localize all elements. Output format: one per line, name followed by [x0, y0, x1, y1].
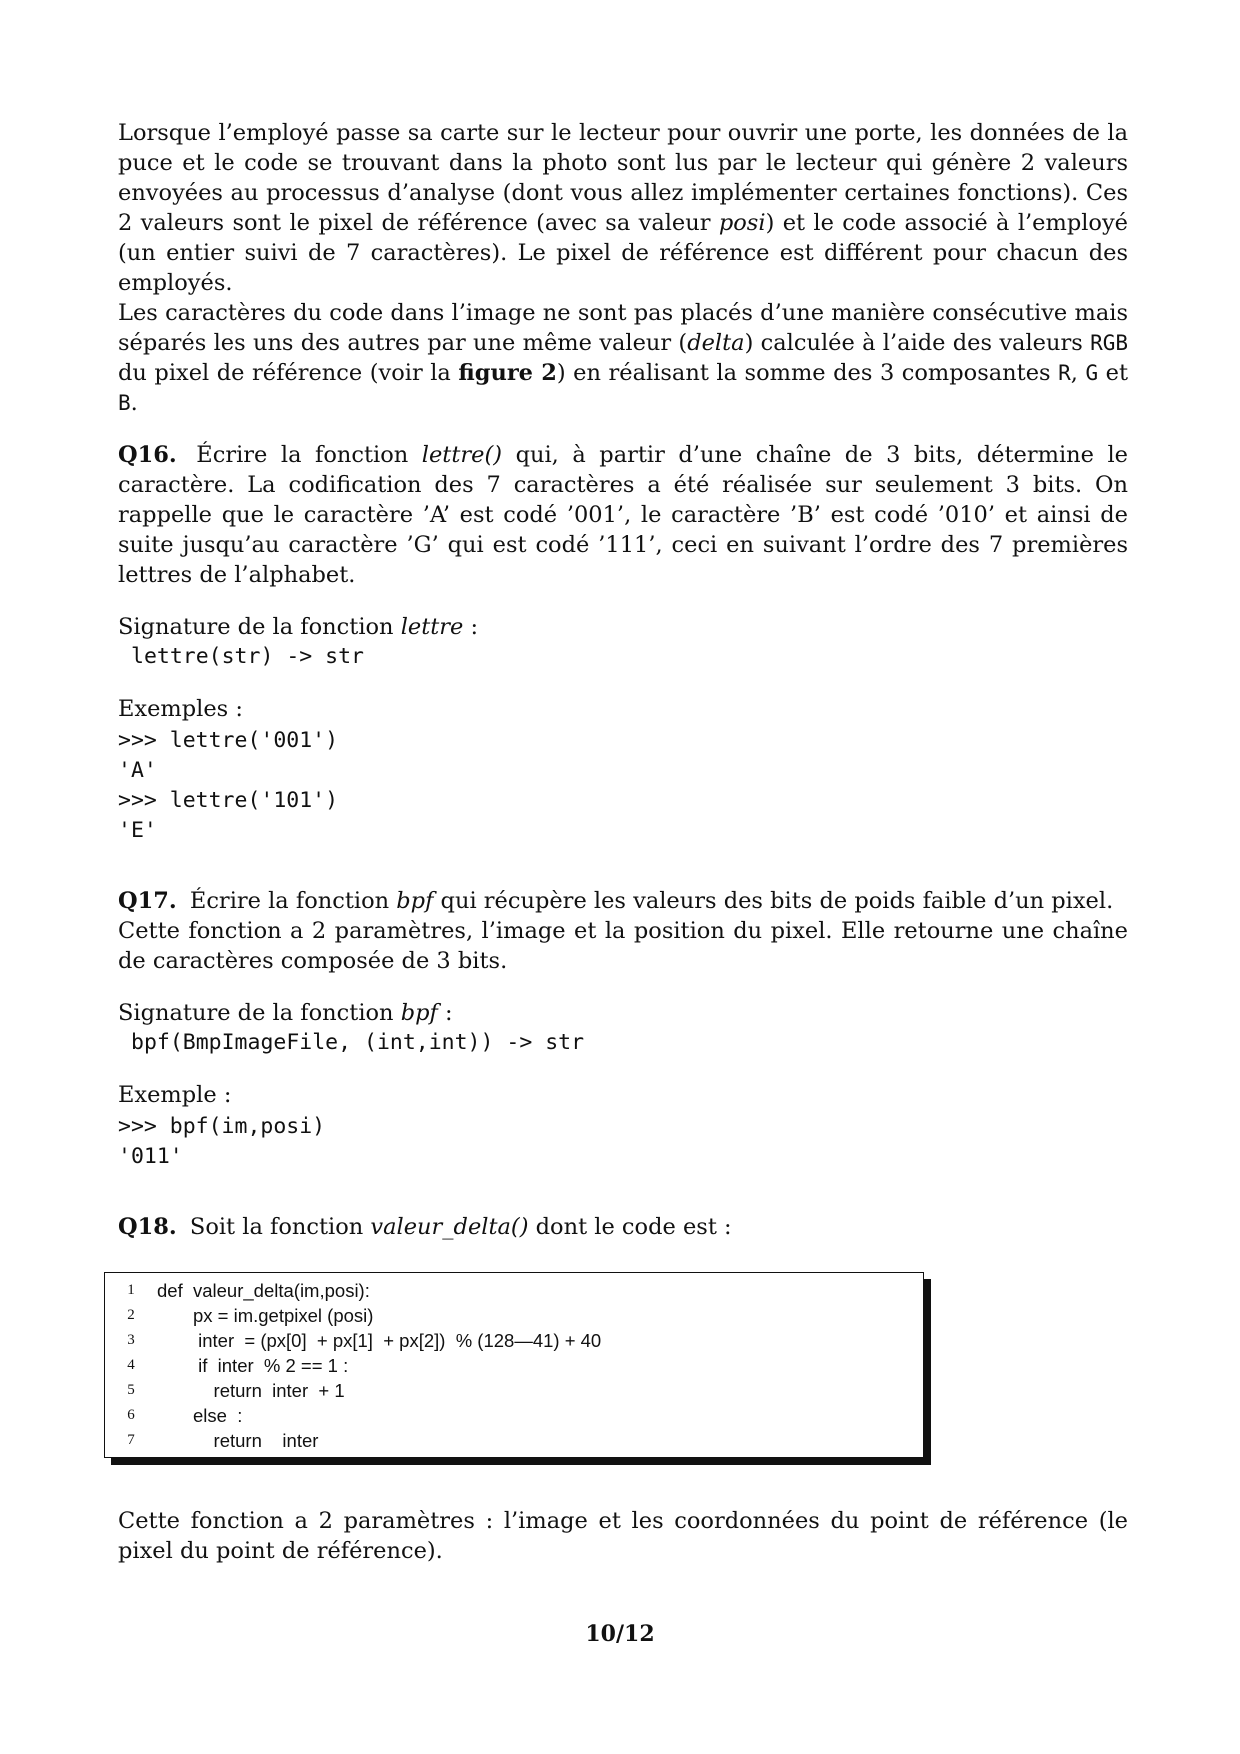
line-code: return inter: [157, 1430, 319, 1451]
example-line: >>> lettre('101'): [118, 788, 339, 813]
q16-examples-label: Exemples :: [118, 696, 243, 722]
q17-signature-label: Signature de la fonction bpf :: [118, 1000, 453, 1026]
posi-term: posi: [718, 210, 766, 236]
listing-line: [105, 1303, 923, 1328]
listing-box: [104, 1272, 924, 1458]
line-code: else :: [157, 1405, 243, 1426]
line-code: return inter + 1: [157, 1380, 345, 1401]
line-code: def valeur_delta(im,posi):: [157, 1280, 370, 1301]
example-line: '011': [118, 1144, 183, 1169]
line-code: inter = (px[0] + px[1] + px[2]) % (128—41) + 40: [157, 1330, 602, 1351]
listing-line: [105, 1328, 923, 1353]
q17-signature: bpf(BmpImageFile, (int,int)) -> str: [131, 1030, 585, 1055]
delta-term: delta: [687, 330, 745, 356]
line-number: 5: [127, 1382, 135, 1398]
listing-line: [105, 1353, 923, 1378]
q16-examples: [118, 726, 1128, 846]
listing-line: [105, 1378, 923, 1403]
question-label: Q16.: [118, 442, 177, 468]
question-17: Q17. Écrire la fonction bpf qui récupère les valeurs des bits de poids faible d’un pixel.: [118, 888, 1114, 914]
line-number: 7: [127, 1432, 135, 1448]
line-number: 3: [127, 1332, 135, 1348]
line-number: 1: [127, 1282, 135, 1298]
q17-examples: [118, 1112, 1128, 1172]
question-16: Q16. Écrire la fonction lettre() qui, à partir d’une chaîne de 3 bits, détermine le caractère. La codification des 7 caractères a été réalisée sur seulement 3 bits. On rappelle que le caractère ’A’ est codé ’001’, le caractère ’B’ est codé ’010’ et ainsi de suite jusqu’au caractère ’G’ qui est codé ’111’, ceci en suivant l’ordre des 7 premières lettres de l’alphabet.: [118, 442, 1128, 588]
q17-example-label: Exemple :: [118, 1082, 232, 1108]
listing-line: [105, 1403, 923, 1428]
intro-paragraph-2: Les caractères du code dans l’image ne sont pas placés d’une manière consécutive mais séparés les uns des autres par une même valeur (delta) calculée à l’aide des valeurs RGB du pixel de référence (voir la figure 2) en réalisant la somme des 3 composantes R, G et B.: [118, 300, 1129, 416]
example-line: >>> bpf(im,posi): [118, 1114, 326, 1139]
document-page: [118, 118, 1128, 1566]
example-line: >>> lettre('001'): [118, 728, 339, 753]
figure-reference: figure 2: [458, 360, 557, 386]
q16-signature-label: Signature de la fonction lettre :: [118, 614, 479, 640]
code-listing: [104, 1272, 924, 1458]
question-17-detail: Cette fonction a 2 paramètres, l’image et la position du pixel. Elle retourne une chaîne de caractères composée de 3 bits.: [118, 918, 1128, 974]
line-code: px = im.getpixel (posi): [157, 1305, 374, 1326]
q18-after-text: Cette fonction a 2 paramètres : l’image et les coordonnées du point de référence (le pixel du point de référence).: [118, 1508, 1128, 1564]
q16-signature: lettre(str) -> str: [131, 644, 364, 669]
question-18: Q18. Soit la fonction valeur_delta() dont le code est :: [118, 1214, 732, 1240]
line-number: 2: [127, 1307, 135, 1323]
example-line: 'A': [118, 758, 157, 783]
page-number: 10/12: [585, 1621, 655, 1647]
example-line: 'E': [118, 818, 157, 843]
line-code: if inter % 2 == 1 :: [157, 1355, 349, 1376]
intro-paragraph-1: Lorsque l’employé passe sa carte sur le lecteur pour ouvrir une porte, les données de la puce et le code se trouvant dans la photo sont lus par le lecteur qui génère 2 valeurs envoyées au processus d’analyse (dont vous allez implémenter certaines fonctions). Ces 2 valeurs sont le pixel de référence (avec sa valeur posi) et le code associé à l’employé (un entier suivi de 7 caractères). Le pixel de référence est différent pour chacun des employés.: [118, 120, 1128, 296]
line-number: 6: [127, 1407, 135, 1423]
question-label: Q17.: [118, 888, 177, 914]
question-label: Q18.: [118, 1214, 177, 1240]
listing-line: [105, 1428, 923, 1453]
line-number: 4: [127, 1357, 135, 1373]
listing-line: [105, 1278, 923, 1303]
